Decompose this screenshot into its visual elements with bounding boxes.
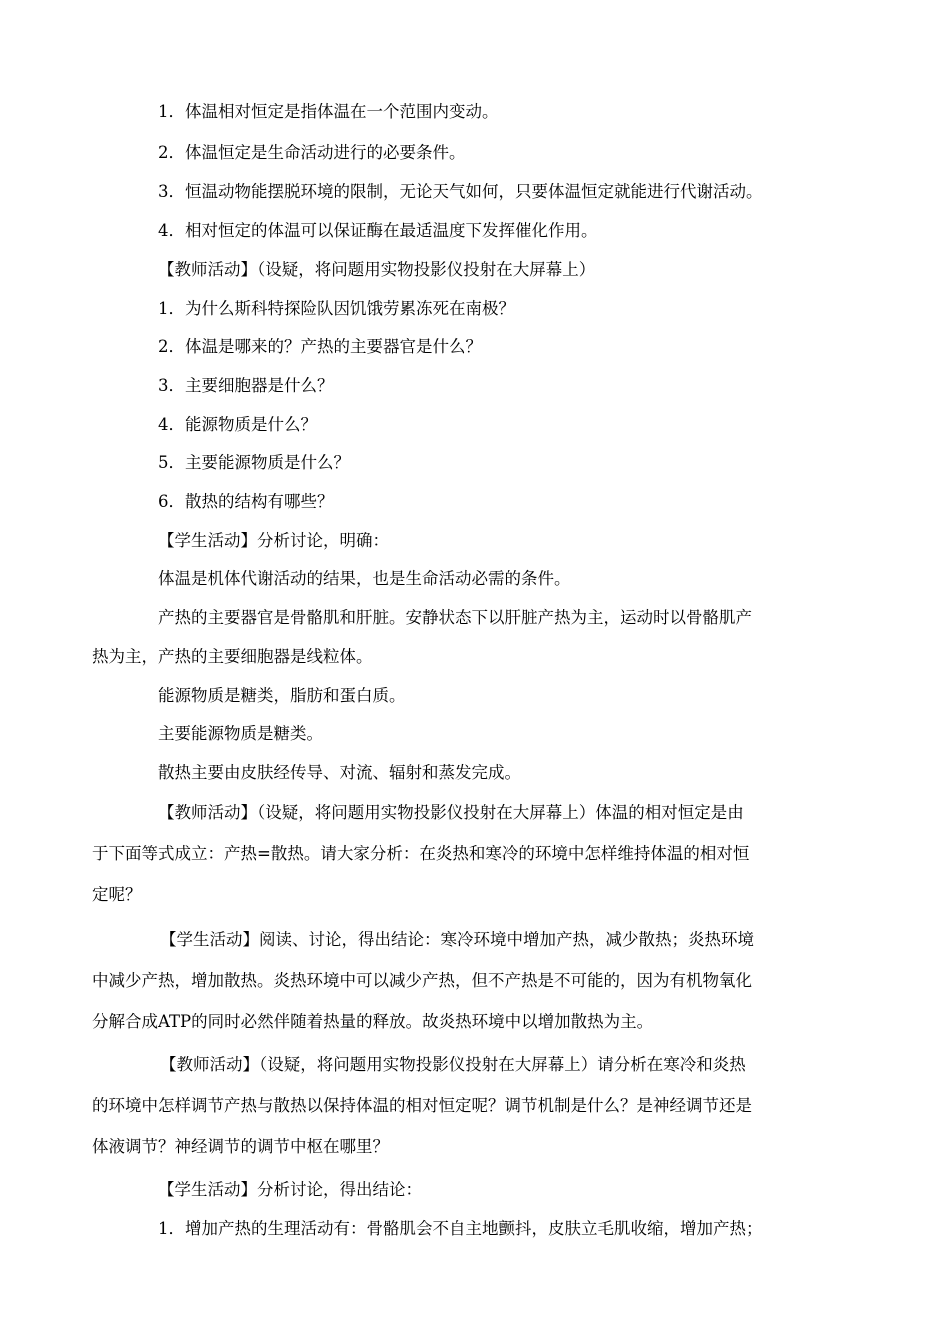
teacher-activity-2-line-1: 【教师活动】（设疑，将问题用实物投影仪投射在大屏幕上）体温的相对恒定是由 [158, 803, 744, 822]
point-3-text: 3．恒温动物能摆脱环境的限制，无论天气如何，只要体温恒定就能进行代谢活动。 [158, 182, 763, 201]
point-4-text: 4．相对恒定的体温可以保证酶在最适温度下发挥催化作用。 [158, 221, 598, 240]
teacher-activity-2-line-3: 定呢？ [92, 885, 142, 904]
question-2-text: 2．体温是哪来的？产热的主要器官是什么？ [158, 337, 482, 356]
answer-line-2: 产热的主要器官是骨骼肌和肝脏。安静状态下以肝脏产热为主，运动时以骨骼肌产 [158, 608, 752, 627]
teacher-activity-3-line-2: 的环境中怎样调节产热与散热以保持体温的相对恒定呢？调节机制是什么？是神经调节还是 [92, 1096, 752, 1115]
student-activity-2-line-3: 分解合成ATP的同时必然伴随着热量的释放。故炎热环境中以增加散热为主。 [92, 1012, 654, 1031]
point-2-text: 2．体温恒定是生命活动进行的必要条件。 [158, 143, 466, 162]
question-3-text: 3．主要细胞器是什么？ [158, 376, 334, 395]
point-1-text: 1．体温相对恒定是指体温在一个范围内变动。 [158, 102, 499, 121]
answer-line-4: 主要能源物质是糖类。 [158, 724, 323, 743]
conclusion-1-text: 1．增加产热的生理活动有：骨骼肌会不自主地颤抖，皮肤立毛肌收缩，增加产热； [158, 1219, 763, 1238]
answer-line-3: 能源物质是糖类，脂肪和蛋白质。 [158, 686, 406, 705]
student-activity-heading: 【学生活动】分析讨论，明确： [158, 531, 389, 550]
question-6-text: 6．散热的结构有哪些？ [158, 492, 334, 511]
answer-line-1: 体温是机体代谢活动的结果，也是生命活动必需的条件。 [158, 569, 571, 588]
answer-line-2-cont: 热为主，产热的主要细胞器是线粒体。 [92, 647, 373, 666]
teacher-activity-3-line-3: 体液调节？神经调节的调节中枢在哪里？ [92, 1137, 389, 1156]
student-activity-2-line-2: 中减少产热，增加散热。炎热环境中可以减少产热，但不产热是不可能的，因为有机物氧化 [92, 971, 752, 990]
student-activity-2-line-1: 【学生活动】阅读、讨论，得出结论：寒冷环境中增加产热，减少散热；炎热环境 [160, 930, 754, 949]
question-4-text: 4．能源物质是什么？ [158, 415, 317, 434]
question-1-text: 1．为什么斯科特探险队因饥饿劳累冻死在南极？ [158, 299, 515, 318]
teacher-activity-heading: 【教师活动】（设疑，将问题用实物投影仪投射在大屏幕上） [158, 260, 596, 279]
question-5-text: 5．主要能源物质是什么？ [158, 453, 350, 472]
teacher-activity-2-line-2: 于下面等式成立：产热=散热。请大家分析：在炎热和寒冷的环境中怎样维持体温的相对恒 [92, 844, 750, 863]
student-activity-3-heading: 【学生活动】分析讨论，得出结论： [158, 1180, 422, 1199]
answer-line-5: 散热主要由皮肤经传导、对流、辐射和蒸发完成。 [158, 763, 521, 782]
teacher-activity-3-line-1: 【教师活动】（设疑，将问题用实物投影仪投射在大屏幕上）请分析在寒冷和炎热 [160, 1055, 746, 1074]
